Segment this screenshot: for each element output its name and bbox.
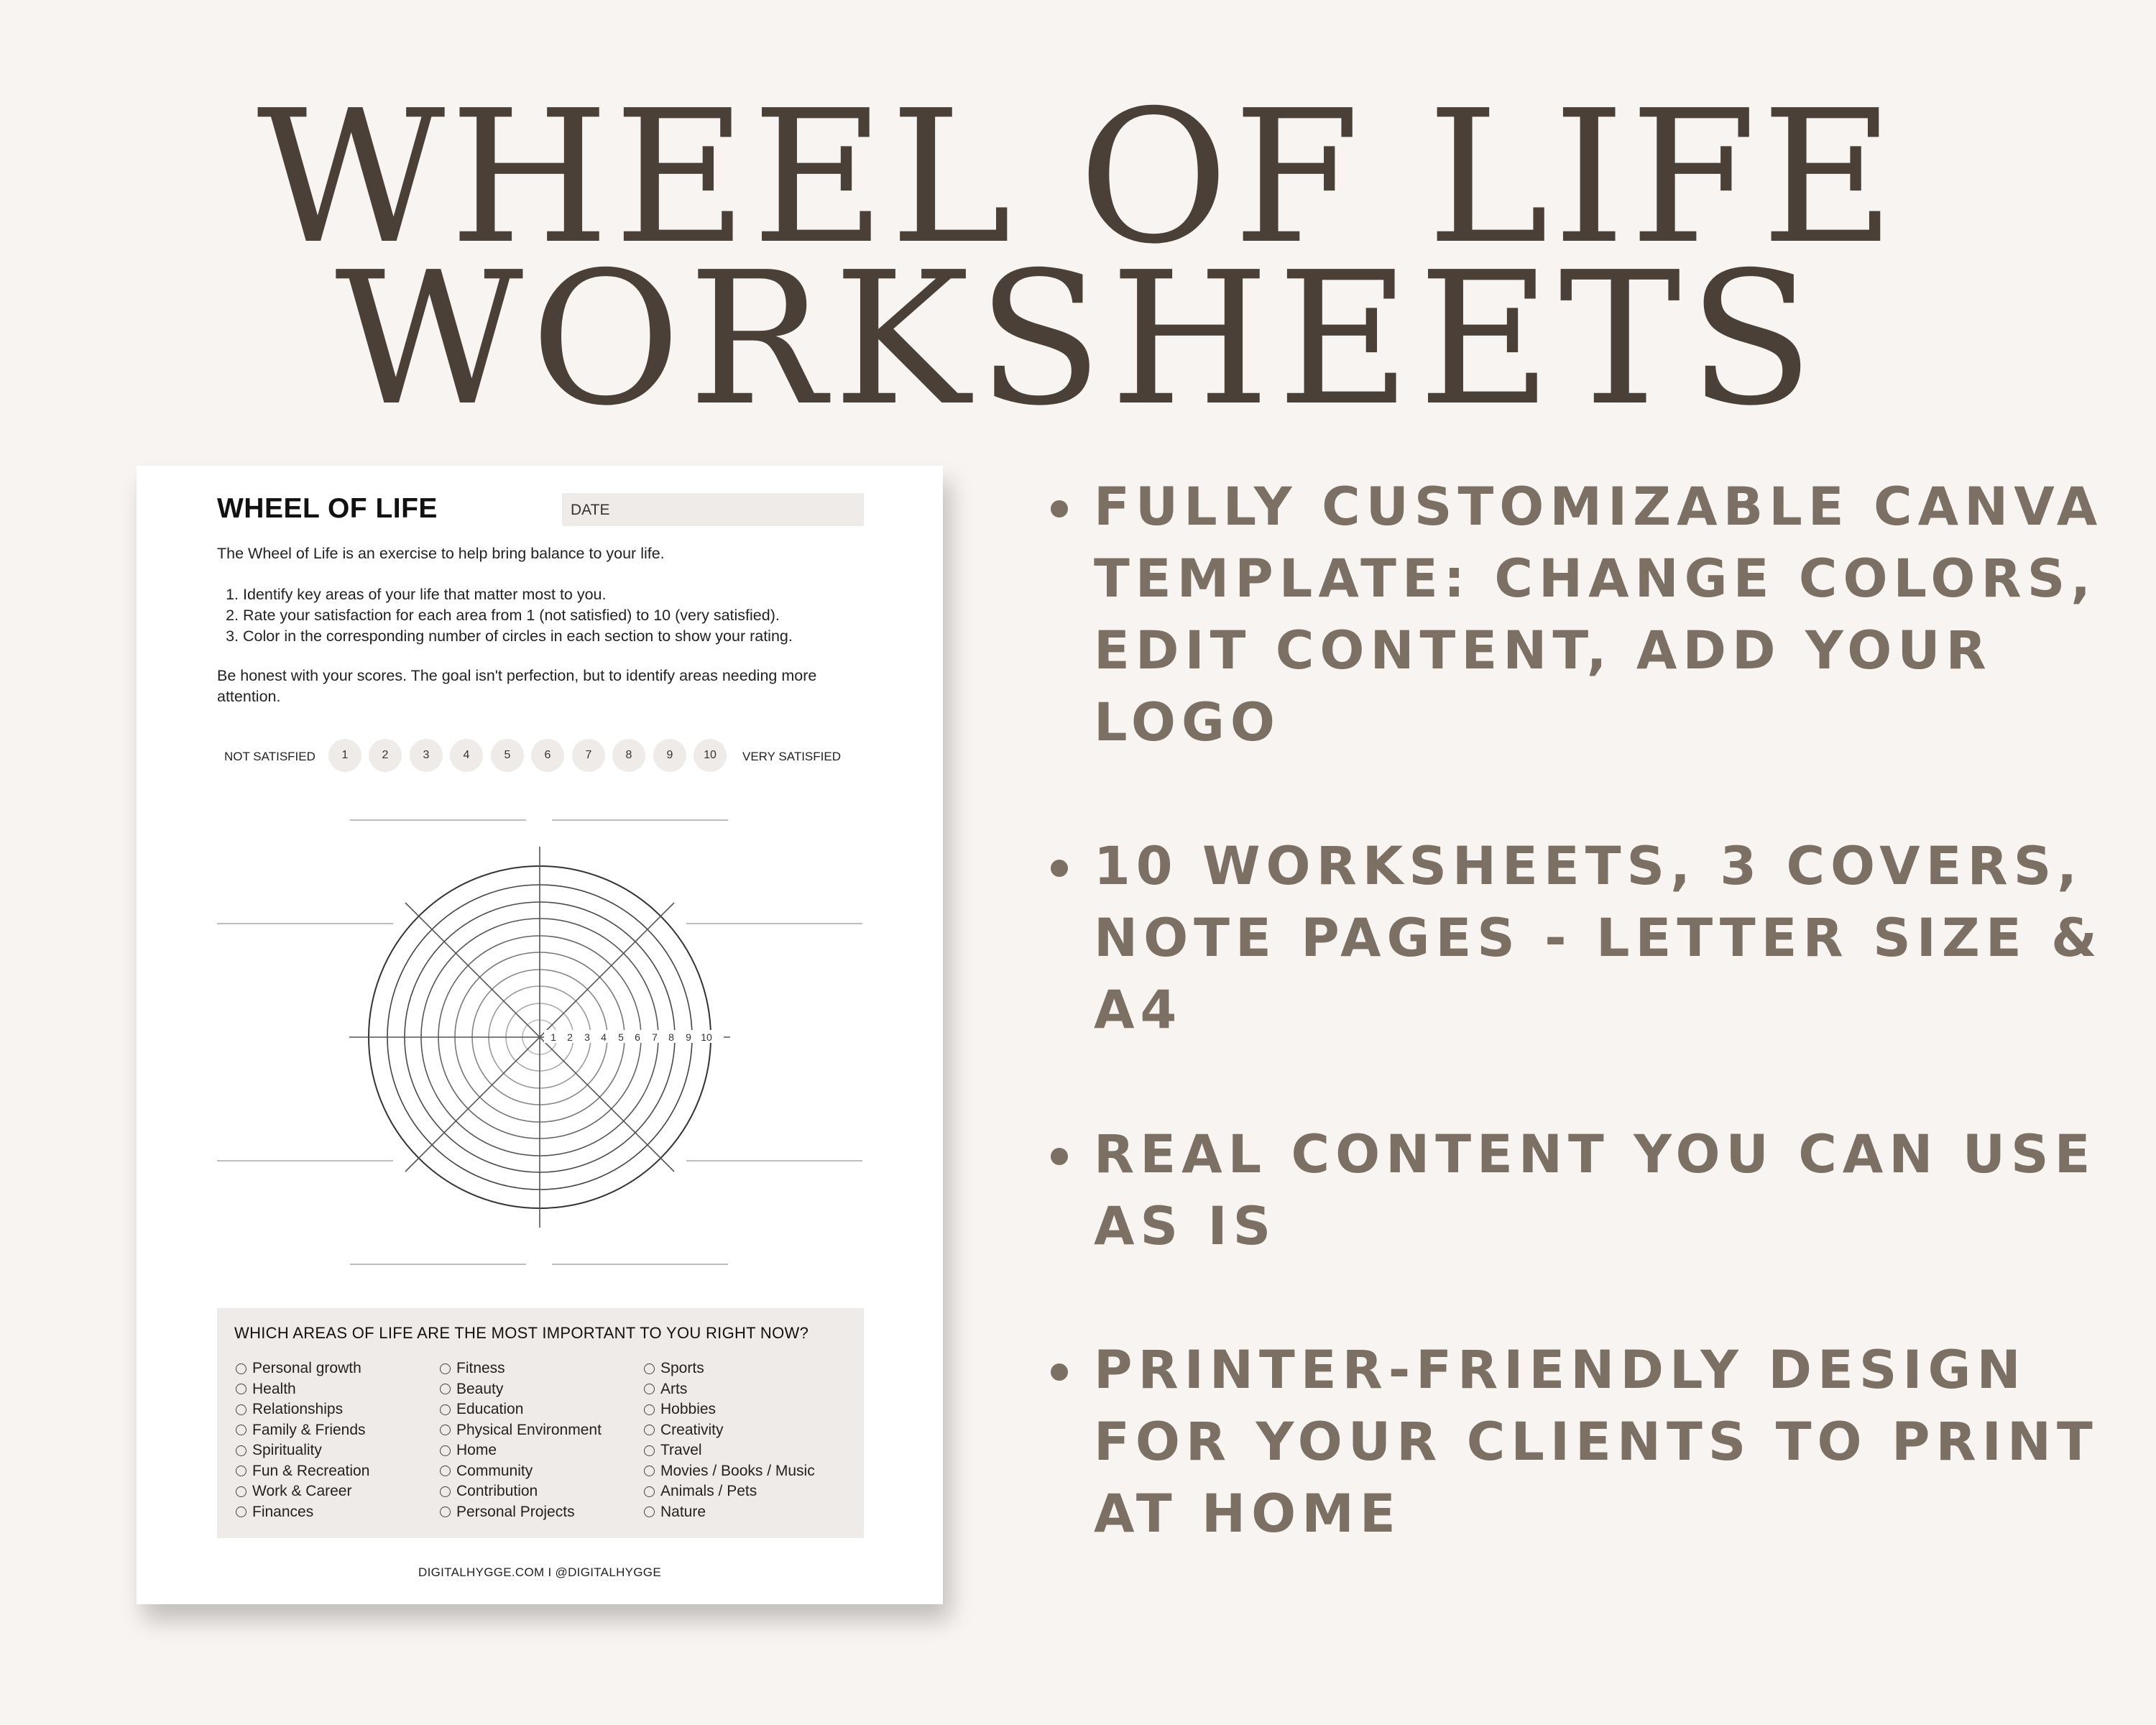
ring-number: 1: [550, 1031, 556, 1043]
radio-circle-icon[interactable]: [440, 1506, 451, 1517]
date-field[interactable]: [562, 493, 864, 526]
scale-high-label: VERY SATISFIED: [742, 750, 841, 763]
step-item: 3. Color in the corresponding number of circles in each section to show your rating.: [243, 626, 793, 647]
scale-number[interactable]: 7: [572, 739, 605, 772]
area-option[interactable]: Spirituality: [236, 1440, 369, 1461]
headline-line-2: WORKSHEETS: [335, 233, 1821, 446]
bullet-dot-icon: [1051, 1363, 1068, 1381]
area-option[interactable]: Travel: [644, 1440, 815, 1461]
radio-circle-icon[interactable]: [440, 1425, 451, 1435]
scale-number[interactable]: 9: [653, 739, 686, 772]
area-option[interactable]: Personal Projects: [440, 1502, 602, 1523]
ring-number: 3: [584, 1031, 590, 1043]
radio-circle-icon[interactable]: [236, 1384, 247, 1394]
radio-circle-icon[interactable]: [236, 1466, 247, 1476]
radio-circle-icon[interactable]: [644, 1506, 655, 1517]
radio-circle-icon[interactable]: [644, 1425, 655, 1435]
area-option[interactable]: Contribution: [440, 1481, 602, 1502]
wheel-diagram[interactable]: [331, 847, 748, 1228]
area-option[interactable]: Relationships: [236, 1399, 369, 1420]
instruction-steps: [217, 584, 793, 647]
ring-number: 7: [652, 1031, 658, 1043]
area-name-line[interactable]: [552, 819, 728, 821]
scale-number[interactable]: 2: [369, 739, 402, 772]
radio-circle-icon[interactable]: [440, 1363, 451, 1374]
ring-number: 2: [567, 1031, 573, 1043]
radio-circle-icon[interactable]: [440, 1466, 451, 1476]
area-option[interactable]: Home: [440, 1440, 602, 1461]
radio-circle-icon[interactable]: [236, 1486, 247, 1497]
radio-circle-icon[interactable]: [644, 1445, 655, 1456]
area-option[interactable]: Finances: [236, 1502, 369, 1523]
radio-circle-icon[interactable]: [236, 1506, 247, 1517]
radio-circle-icon[interactable]: [236, 1425, 247, 1435]
area-option[interactable]: Family & Friends: [236, 1420, 369, 1441]
radio-circle-icon[interactable]: [236, 1404, 247, 1415]
worksheet-preview: [137, 466, 943, 1604]
scale-number[interactable]: 5: [491, 739, 524, 772]
scale-number[interactable]: 1: [328, 739, 361, 772]
area-option[interactable]: Work & Career: [236, 1481, 369, 1502]
ring-number: 4: [601, 1031, 607, 1043]
area-option[interactable]: Health: [236, 1379, 369, 1400]
feature-text: FULLY CUSTOMIZABLE CANVA TEMPLATE: CHANGE COLORS, EDIT CONTENT, ADD YOUR LOGO: [1094, 477, 2104, 753]
scale-number[interactable]: 6: [531, 739, 564, 772]
date-label: DATE: [571, 502, 610, 518]
area-option[interactable]: Physical Environment: [440, 1420, 602, 1441]
area-option[interactable]: Animals / Pets: [644, 1481, 815, 1502]
ring-number: 8: [668, 1031, 674, 1043]
radio-circle-icon[interactable]: [440, 1384, 451, 1394]
ring-number: 6: [635, 1031, 640, 1043]
worksheet-footer: DIGITALHYGGE.COM I @DIGITALHYGGE: [418, 1565, 661, 1579]
scale-number[interactable]: 8: [612, 739, 645, 772]
honesty-note: Be honest with your scores. The goal isn't perfection, but to identify areas needing more attention.: [217, 667, 817, 705]
radio-circle-icon[interactable]: [440, 1445, 451, 1456]
feature-text: 10 WORKSHEETS, 3 COVERS, NOTE PAGES - LETTER SIZE & A4: [1094, 836, 2103, 1041]
feature-text: REAL CONTENT YOU CAN USE AS IS: [1094, 1124, 2096, 1257]
areas-question: WHICH AREAS OF LIFE ARE THE MOST IMPORTANT TO YOU RIGHT NOW?: [234, 1324, 809, 1342]
step-item: 2. Rate your satisfaction for each area from 1 (not satisfied) to 10 (very satisfied).: [243, 605, 793, 626]
area-option[interactable]: Personal growth: [236, 1358, 369, 1379]
area-option[interactable]: Nature: [644, 1502, 815, 1523]
area-option[interactable]: Movies / Books / Music: [644, 1461, 815, 1482]
area-name-line[interactable]: [350, 1264, 526, 1265]
areas-section: [217, 1308, 864, 1538]
scale-low-label: NOT SATISFIED: [224, 750, 315, 763]
bullet-dot-icon: [1051, 500, 1068, 518]
area-option[interactable]: Fun & Recreation: [236, 1461, 369, 1482]
scale-number[interactable]: 10: [694, 739, 727, 772]
intro-text: The Wheel of Life is an exercise to help bring balance to your life.: [217, 545, 665, 562]
area-name-line[interactable]: [552, 1264, 728, 1265]
step-item: 1. Identify key areas of your life that matter most to you.: [243, 584, 793, 605]
scale-number[interactable]: 3: [410, 739, 443, 772]
radio-circle-icon[interactable]: [644, 1363, 655, 1374]
radio-circle-icon[interactable]: [644, 1384, 655, 1394]
area-option[interactable]: Arts: [644, 1379, 815, 1400]
ring-number: 5: [618, 1031, 624, 1043]
radio-circle-icon[interactable]: [644, 1404, 655, 1415]
areas-column-1: [236, 1358, 369, 1522]
radio-circle-icon[interactable]: [236, 1445, 247, 1456]
area-option[interactable]: Fitness: [440, 1358, 602, 1379]
radio-circle-icon[interactable]: [644, 1486, 655, 1497]
area-option[interactable]: Community: [440, 1461, 602, 1482]
area-option[interactable]: Beauty: [440, 1379, 602, 1400]
area-option[interactable]: Sports: [644, 1358, 815, 1379]
worksheet-title: WHEEL OF LIFE: [217, 493, 438, 524]
areas-column-3: [644, 1358, 815, 1522]
areas-column-2: [440, 1358, 602, 1522]
area-option[interactable]: Hobbies: [644, 1399, 815, 1420]
area-option[interactable]: Education: [440, 1399, 602, 1420]
area-name-line[interactable]: [350, 819, 526, 821]
radio-circle-icon[interactable]: [644, 1466, 655, 1476]
radio-circle-icon[interactable]: [440, 1404, 451, 1415]
ring-number: 10: [701, 1031, 712, 1043]
scale-number[interactable]: 4: [450, 739, 483, 772]
radio-circle-icon[interactable]: [440, 1486, 451, 1497]
bullet-dot-icon: [1051, 860, 1068, 877]
radio-circle-icon[interactable]: [236, 1363, 247, 1374]
area-option[interactable]: Creativity: [644, 1420, 815, 1441]
headline-line-1: WHEEL OF LIFE: [257, 71, 1899, 285]
feature-text: PRINTER-FRIENDLY DESIGN FOR YOUR CLIENTS TO PRINT AT HOME: [1094, 1340, 2099, 1545]
ring-number: 9: [686, 1031, 691, 1043]
bullet-dot-icon: [1051, 1148, 1068, 1165]
